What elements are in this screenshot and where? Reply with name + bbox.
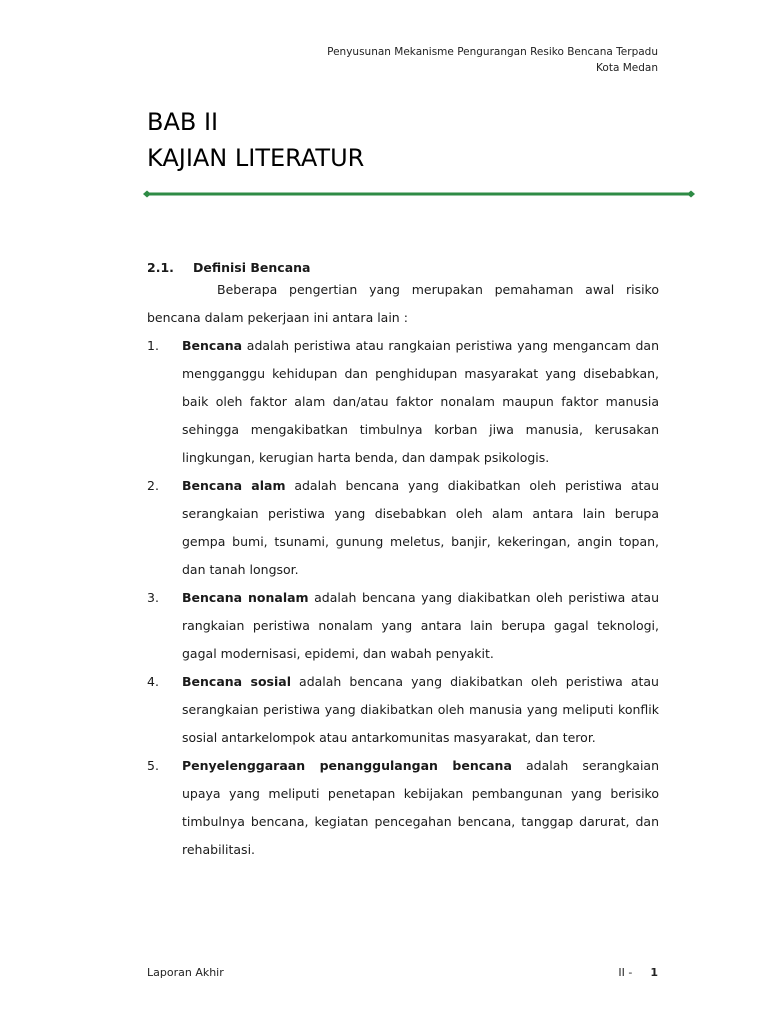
list-item bbox=[147, 584, 659, 668]
item-text: adalah bencana yang diakibatkan oleh peristiwa atau rangkaian peristiwa nonalam yang antara lain berupa gagal teknologi, gagal modernisasi, epidemi, dan wabah penyakit. bbox=[182, 590, 660, 661]
item-number: 2. bbox=[147, 478, 159, 493]
chapter-number: BAB II bbox=[147, 108, 219, 136]
section-heading bbox=[147, 258, 659, 278]
section-intro: Beberapa pengertian yang merupakan pemahaman awal risiko bencana dalam pekerjaan ini antara lain : bbox=[147, 282, 659, 325]
item-term: Bencana nonalam bbox=[182, 590, 309, 605]
item-text: adalah serangkaian upaya yang meliputi penetapan kebijakan pembangunan yang berisiko timbulnya bencana, kegiatan pencegahan bencana, tanggap darurat, dan rehabilitasi. bbox=[182, 758, 659, 857]
section-definisi-bencana bbox=[147, 258, 659, 864]
list-item bbox=[147, 472, 659, 584]
item-number: 1. bbox=[147, 338, 159, 353]
divider-right-diamond bbox=[687, 191, 695, 198]
header-line-1: Penyusunan Mekanisme Pengurangan Resiko Bencana Terpadu bbox=[327, 46, 658, 58]
section-number: 2.1. bbox=[147, 260, 174, 275]
chapter-name: KAJIAN LITERATUR bbox=[147, 144, 365, 172]
item-text: adalah bencana yang diakibatkan oleh peristiwa atau serangkaian peristiwa yang disebabkan oleh alam antara lain berupa gempa bumi, tsunami, gunung meletus, banjir, kekeringan, angin topan, dan tanah longsor. bbox=[182, 478, 659, 577]
running-header bbox=[327, 44, 658, 76]
footer-page-info bbox=[618, 966, 658, 979]
list-item bbox=[147, 332, 659, 472]
item-text: adalah peristiwa atau rangkaian peristiwa yang mengancam dan mengganggu kehidupan dan penghidupan masyarakat yang disebabkan, baik oleh faktor alam dan/atau faktor nonalam maupun faktor manusia sehingga mengakibatkan timbulnya korban jiwa manusia, kerusakan lingkungan, kerugian harta benda, dan dampak psikologis. bbox=[182, 338, 659, 465]
item-number: 3. bbox=[147, 590, 159, 605]
section-title: Definisi Bencana bbox=[193, 260, 311, 275]
footer-report-label: Laporan Akhir bbox=[147, 966, 224, 979]
list-item bbox=[147, 752, 659, 864]
definition-list bbox=[147, 332, 659, 864]
footer-page-number: 1 bbox=[650, 966, 658, 979]
item-term: Penyelenggaraan penanggulangan bencana bbox=[182, 758, 512, 773]
item-term: Bencana bbox=[182, 338, 243, 353]
item-term: Bencana alam bbox=[182, 478, 286, 493]
header-line-2: Kota Medan bbox=[596, 62, 658, 74]
item-number: 4. bbox=[147, 674, 159, 689]
list-item bbox=[147, 668, 659, 752]
footer-chapter: II - bbox=[618, 966, 633, 979]
title-divider bbox=[143, 190, 695, 198]
item-text: adalah bencana yang diakibatkan oleh peristiwa atau serangkaian peristiwa yang diakibatkan oleh manusia yang meliputi konflik sosial antarkelompok atau antarkomunitas masyarakat, dan teror. bbox=[182, 674, 659, 745]
item-term: Bencana sosial bbox=[182, 674, 291, 689]
chapter-title bbox=[147, 104, 364, 176]
item-number: 5. bbox=[147, 758, 159, 773]
divider-left-diamond bbox=[143, 191, 151, 198]
